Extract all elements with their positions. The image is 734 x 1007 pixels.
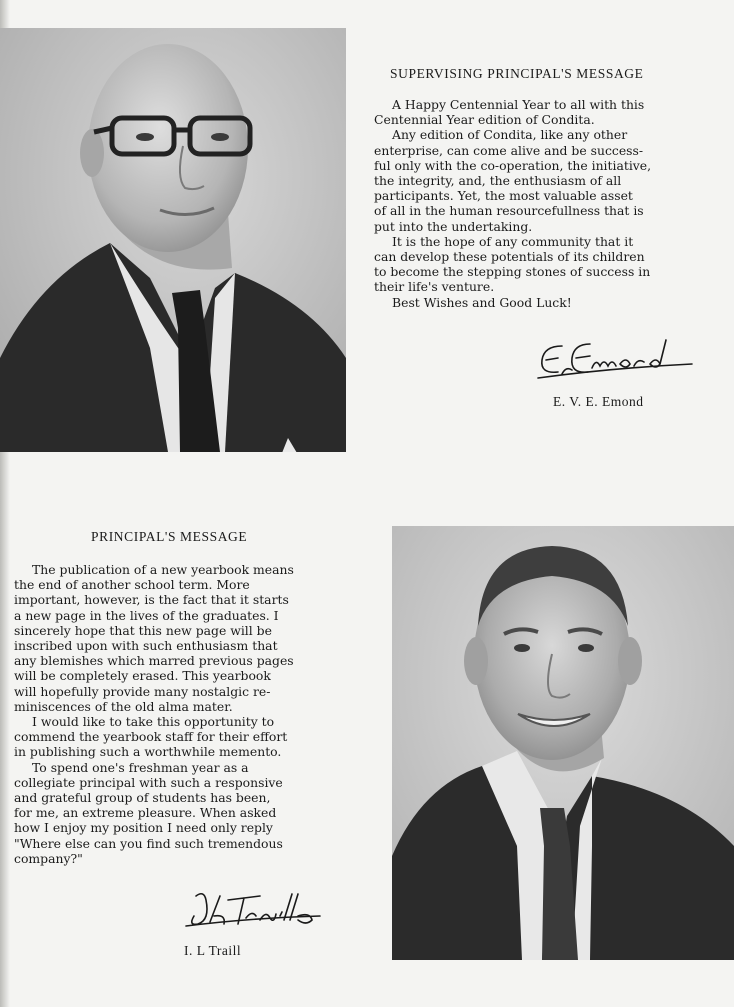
- message-line: to become the stepping stones of success in: [374, 264, 651, 280]
- message-line: sincerely hope that this new page will be: [14, 622, 272, 638]
- principal-name: I. L Traill: [184, 943, 242, 958]
- traill-signature: [180, 886, 325, 932]
- message-line: in publishing such a worthwhile memento.: [14, 744, 282, 760]
- message-line: how I enjoy my position I need only reply: [14, 820, 273, 836]
- message-line: commend the yearbook staff for their effort: [14, 729, 288, 745]
- message-line: any blemishes which marred previous pages: [14, 653, 294, 669]
- principal-portrait: [392, 526, 734, 960]
- supervising-principal-message: [374, 97, 724, 310]
- message-line: put into the undertaking.: [374, 218, 533, 234]
- emond-signature: [532, 334, 702, 384]
- message-line: Centennial Year edition of Condita.: [374, 112, 595, 128]
- message-line: company?": [14, 850, 83, 866]
- message-line: I would like to take this opportunity to: [32, 714, 275, 730]
- message-line: will hopefully provide many nostalgic re-: [14, 683, 271, 699]
- message-line: for me, an extreme pleasure. When asked: [14, 805, 277, 821]
- message-line: can develop these potentials of its children: [374, 249, 645, 265]
- message-line: A Happy Centennial Year to all with this: [392, 97, 645, 112]
- message-line: and grateful group of students has been,: [14, 790, 271, 806]
- message-line: To spend one's freshman year as a: [32, 759, 249, 775]
- message-line: ful only with the co-operation, the initiative,: [374, 157, 652, 173]
- message-line: inscribed upon with such enthusiasm that: [14, 638, 278, 654]
- message-line: important, however, is the fact that it starts: [14, 592, 289, 608]
- message-line: enterprise, can come alive and be success-: [374, 142, 644, 158]
- supervising-principal-name: E. V. E. Emond: [553, 394, 644, 409]
- message-line: The publication of a new yearbook means: [32, 562, 294, 577]
- message-line: a new page in the lives of the graduates. I: [14, 607, 279, 623]
- principal-message: [14, 562, 374, 866]
- message-line: miniscences of the old alma mater.: [14, 698, 233, 714]
- message-line: Best Wishes and Good Luck!: [392, 294, 572, 310]
- message-line: the integrity, and, the enthusiasm of all: [374, 173, 622, 189]
- message-line: of all in the human resourcefullness that is: [374, 203, 644, 219]
- message-line: "Where else can you find such tremendous: [14, 835, 283, 851]
- message-line: their life's venture.: [374, 279, 495, 295]
- message-line: will be completely erased. This yearbook: [14, 668, 271, 684]
- message-line: participants. Yet, the most valuable asset: [374, 188, 633, 204]
- message-line: collegiate principal with such a responsive: [14, 774, 283, 790]
- supervising-principal-portrait: [0, 28, 346, 452]
- supervising-principal-heading: SUPERVISING PRINCIPAL'S MESSAGE: [390, 66, 644, 81]
- principal-heading: PRINCIPAL'S MESSAGE: [91, 529, 248, 544]
- message-line: the end of another school term. More: [14, 577, 250, 593]
- message-line: It is the hope of any community that it: [392, 233, 634, 249]
- message-line: Any edition of Condita, like any other: [392, 127, 628, 143]
